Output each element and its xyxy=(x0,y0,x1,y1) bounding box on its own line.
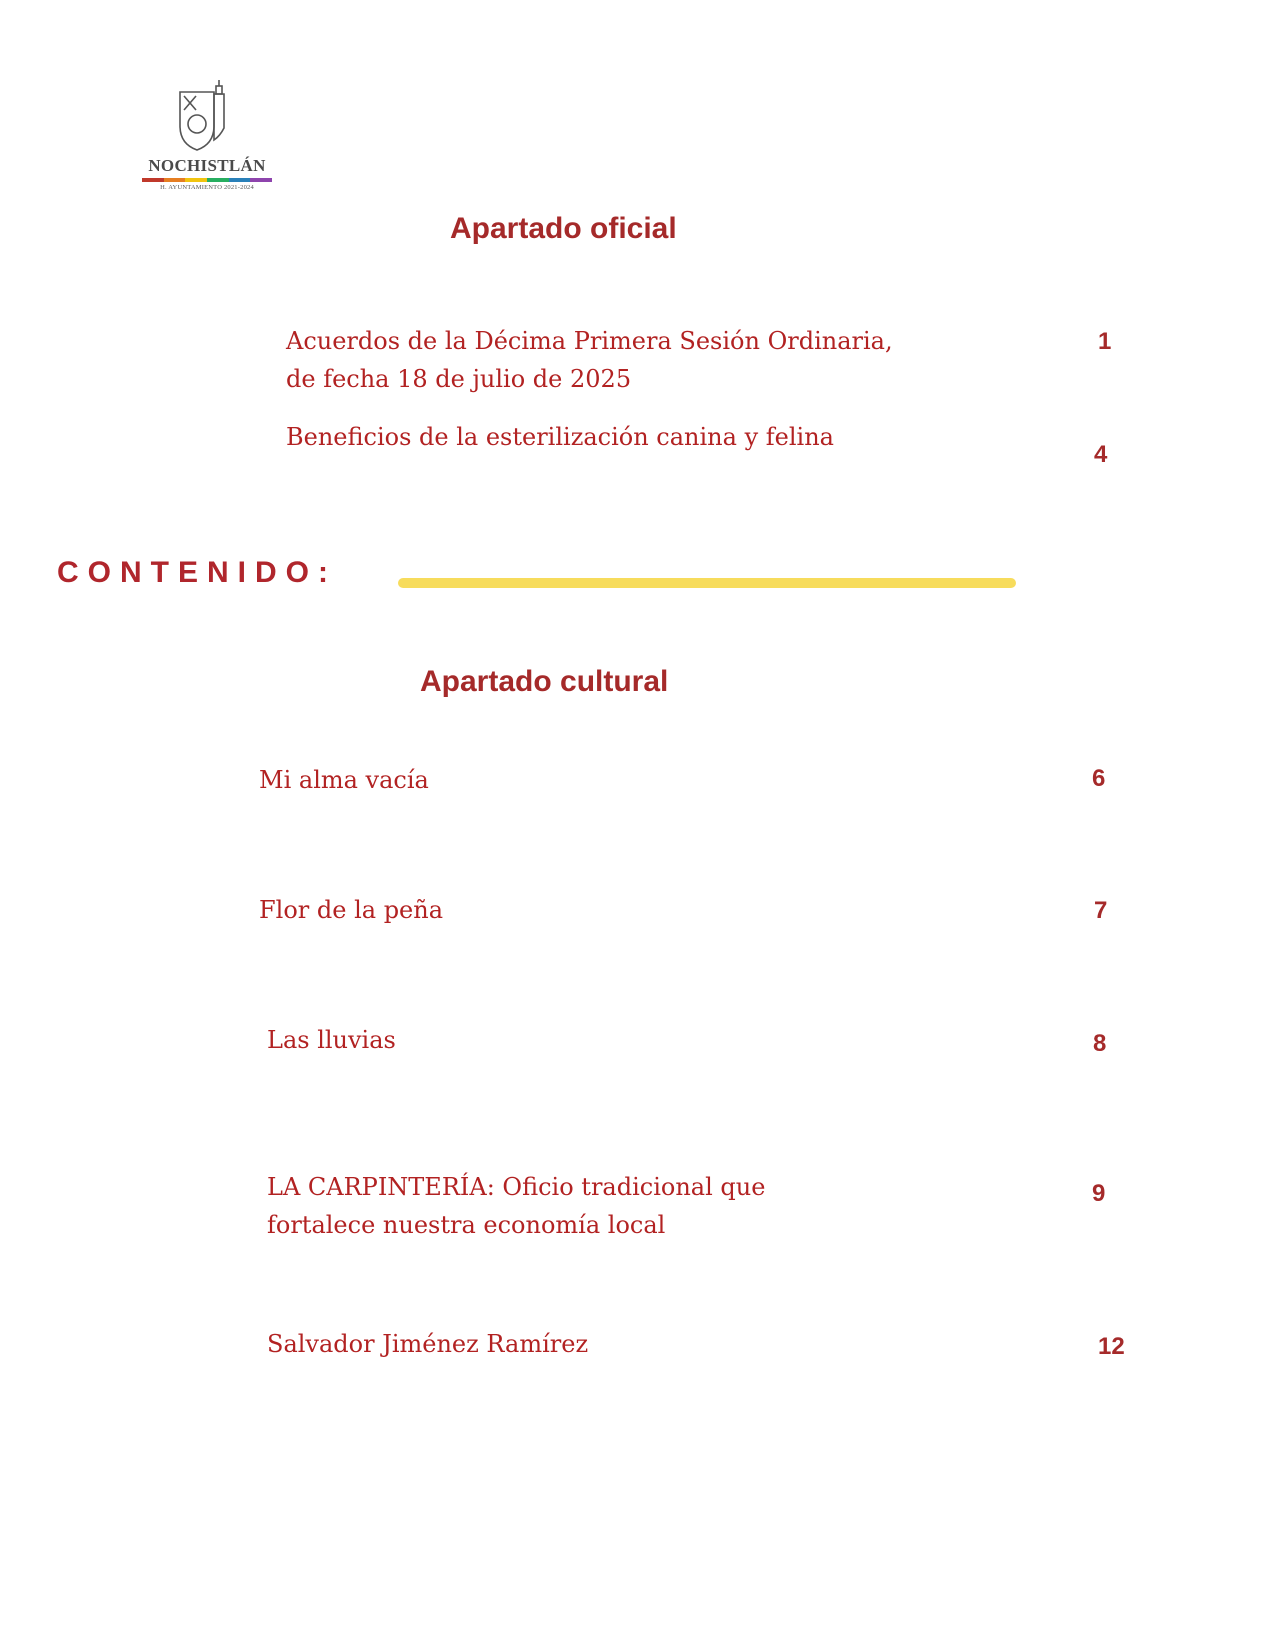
coat-of-arms-icon xyxy=(174,80,234,154)
toc-entry-line: Flor de la peña xyxy=(259,896,444,924)
toc-entry-line: Las lluvias xyxy=(267,1026,396,1054)
logo-bar-segment xyxy=(142,178,164,182)
official-section-title: Apartado oficial xyxy=(450,212,677,245)
toc-page-number: 8 xyxy=(1093,1030,1107,1057)
toc-entry-line: Acuerdos de la Décima Primera Sesión Ordinaria, xyxy=(286,327,893,355)
toc-page-number: 7 xyxy=(1094,897,1108,924)
toc-entry-line: Mi alma vacía xyxy=(259,766,429,794)
logo-bar-segment xyxy=(164,178,186,182)
toc-entry-line: Salvador Jiménez Ramírez xyxy=(267,1330,589,1358)
toc-entry-line: LA CARPINTERÍA: Oficio tradicional que xyxy=(267,1173,766,1201)
toc-page-number: 12 xyxy=(1098,1333,1125,1360)
municipal-logo xyxy=(138,80,273,195)
logo-bar-segment xyxy=(250,178,272,182)
logo-subtitle: H. AYUNTAMIENTO 2021-2024 xyxy=(160,184,254,191)
toc-entry-cultural-1[interactable] xyxy=(259,761,429,799)
toc-page-number: 6 xyxy=(1092,765,1106,792)
toc-page-number: 1 xyxy=(1098,328,1112,355)
contents-heading: CONTENIDO: xyxy=(57,556,337,589)
toc-page-number: 9 xyxy=(1092,1180,1106,1207)
toc-entry-line: Beneficios de la esterilización canina y felina xyxy=(286,423,834,451)
cultural-section-title: Apartado cultural xyxy=(420,665,669,698)
toc-entry-cultural-5[interactable] xyxy=(267,1325,588,1363)
toc-entry-line: de fecha 18 de julio de 2025 xyxy=(286,365,632,393)
logo-bar-segment xyxy=(229,178,251,182)
toc-entry-official-2[interactable] xyxy=(286,418,834,456)
toc-entry-line: fortalece nuestra economía local xyxy=(267,1211,666,1239)
yellow-divider xyxy=(398,578,1016,588)
toc-page-number: 4 xyxy=(1094,441,1108,468)
logo-name: NOCHISTLÁN xyxy=(148,156,266,175)
logo-bar-segment xyxy=(207,178,229,182)
toc-entry-cultural-2[interactable] xyxy=(259,891,443,929)
logo-bar-segment xyxy=(185,178,207,182)
toc-entry-official-1[interactable] xyxy=(286,322,893,398)
toc-entry-cultural-4[interactable] xyxy=(267,1168,765,1244)
toc-entry-cultural-3[interactable] xyxy=(267,1021,396,1059)
logo-color-bar xyxy=(142,178,272,182)
